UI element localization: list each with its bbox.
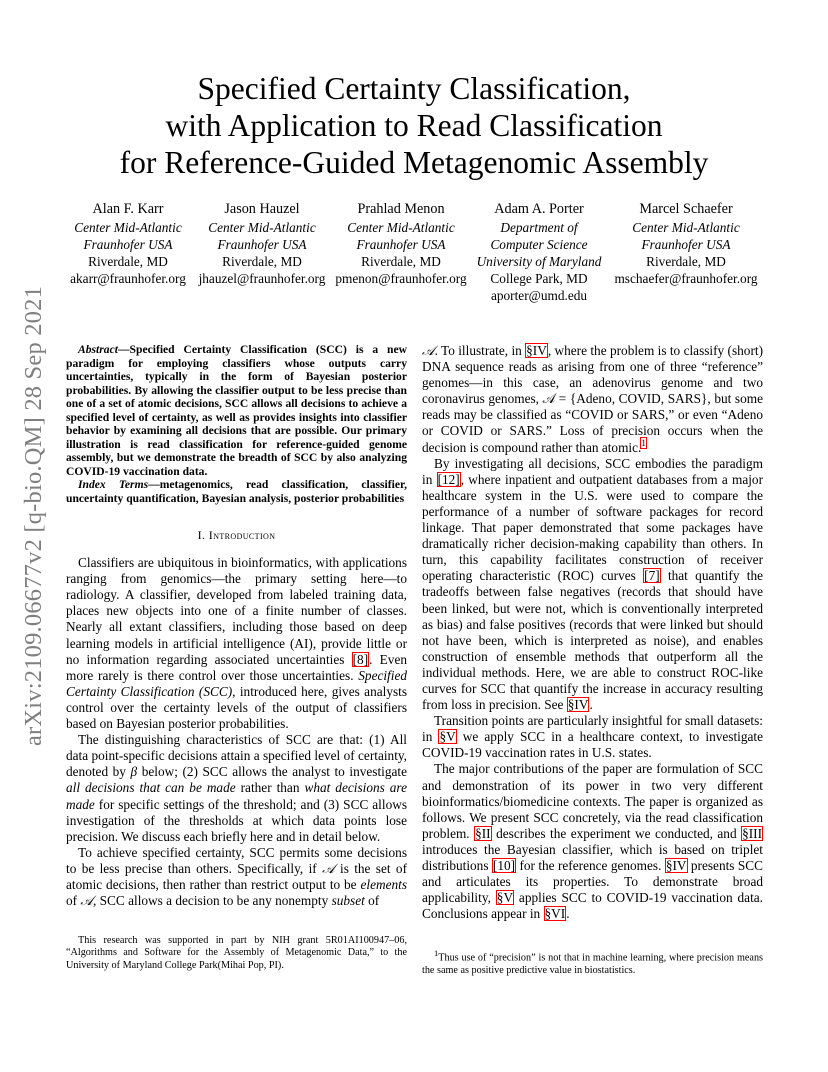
author-dept: Center Mid-Atlantic [74, 219, 182, 235]
text-run: By investigating all decisions, SCC embodies the paradigm in [422, 455, 763, 487]
author-city: College Park, MD [490, 270, 588, 286]
section-link[interactable]: §IV [665, 858, 687, 873]
math-beta: β [130, 764, 138, 780]
text-run: , but some reads may be classified as “COVID or SARS,” or even “Adeno or COVID or SARS.” Loss of precision occurs when the decision is compound rather than atomic. [422, 391, 763, 455]
citation-link[interactable]: [12] [437, 471, 460, 487]
text-run: . Even more rarely is there control over those uncertainties. [66, 651, 407, 683]
title-line-1: Specified Certainty Classification, [197, 71, 631, 106]
text-run: of [66, 893, 81, 909]
intro-paragraph-2 [66, 732, 407, 845]
author-name: Jason Hauzel [224, 201, 300, 217]
text-run: we apply SCC in a healthcare context, to investigate COVID-19 vaccination rates in U.S. states. [422, 729, 763, 761]
index-terms [66, 478, 407, 505]
text-run: that quantify the tradeoffs between false negatives (records that should have been linked, but were not, which is conventionally interpreted as bias) and false positives (records that were linked but should not have been, which is interpreted as noise), and enables construction of ensemble methods that outperform all the individual methods. Here, we are able to construct ROC-like curves for SCC that quantify the increase in accuracy resulting from loss in precision. See [422, 568, 764, 713]
text-run: for the reference genomes. [516, 858, 665, 873]
abstract-text: —Specified Certainty Classification (SCC) is a new paradigm for employing classifiers whose outputs carry uncertainties, typically in the form of Bayesian posterior probabilities. By allowing the classifier output to be less precise than one of a set of atomic decisions, SCC allows all decisions to achieve a specified level of certainty, as well as provides insights into classifier behavior by examining all decisions that are possible. Our primary illustration is read classification for reference-guided genome assembly, but we demonstrate the breadth of SCC by also analyzing COVID-19 vaccination data. [66, 343, 407, 478]
text-run-italic: all decisions that can be made [66, 780, 236, 796]
text-run: introduces the Bayesian classifier, which is based on triplet distributions [422, 841, 763, 873]
text-run: describes the experiment we conducted, and [491, 825, 742, 841]
left-column [66, 343, 407, 909]
text-run: , where inpatient and outpatient databases from a major healthcare system in the U.S. were used to compare the performance of a number of software packages for record linkage. That paper demonstrated that some packages have dramatically richer decision-making capability than others. In turn, this capability facilitates construction of receiver operating characteristic (ROC) curves [422, 471, 763, 584]
author-dept: Center Mid-Atlantic [347, 219, 455, 235]
text-run: . To illustrate, in [434, 343, 526, 358]
math-set-definition: 𝒜 = {Adeno, COVID, SARS} [542, 391, 708, 407]
author-schaefer [610, 201, 762, 287]
author-porter [472, 201, 606, 304]
author-menon [332, 201, 470, 287]
author-org: Fraunhofer USA [217, 236, 307, 252]
footnote-text: Thus use of “precision” is not that in machine learning, where precision means the same as positive predictive value in biostatistics. [422, 952, 763, 976]
section-link[interactable]: §V [496, 890, 514, 906]
author-name: Adam A. Porter [494, 201, 584, 217]
author-dept: Center Mid-Atlantic [632, 219, 740, 235]
author-dept: Center Mid-Atlantic [208, 219, 316, 235]
text-run-italic: elements [360, 876, 407, 892]
funding-footnote: This research was supported in part by NIH grant 5R01AI100947–06, “Algorithms and Software for the Assembly of Metagenomic Data,” to the University of Maryland College Park(Mihai Pop, PI). [66, 935, 407, 971]
text-run: presents SCC and articulates its properties. To demonstrate broad applicability, [422, 858, 763, 906]
author-email: aporter@umd.edu [490, 287, 588, 303]
text-run: . [589, 697, 593, 713]
text-run: The major contributions of the paper are formulation of SCC and demonstration of its power in two very different bioinformatics/biomedicine contexts. The paper is organized as follows. We present SCC concretely, via the read classification problem. [422, 761, 763, 841]
section-link[interactable]: §IV [567, 697, 589, 713]
author-name: Marcel Schaefer [639, 201, 733, 217]
section-link[interactable]: §V [439, 729, 456, 745]
author-org: Fraunhofer USA [83, 236, 173, 252]
text-run: , introduced here, gives analysts control over the certainty levels of the output of classifiers based on Bayesian posterior probabilities. [66, 683, 408, 732]
footnote-mark: 1 [434, 948, 439, 958]
author-name: Alan F. Karr [92, 201, 164, 217]
author-karr [62, 201, 194, 287]
body-paragraph-2 [422, 456, 763, 714]
arxiv-identifier: arXiv:2109.06677v2 [q-bio.QM] 28 Sep 2021 [20, 285, 47, 747]
body-paragraph-1 [422, 343, 763, 456]
text-run: , SCC allows a decision to be any nonempty [93, 893, 332, 909]
text-run-italic: what decisions are made [66, 780, 407, 812]
author-email: akarr@fraunhofer.org [70, 270, 186, 286]
text-run: is the set of atomic decisions, then rather than restrict output to be [66, 860, 407, 892]
author-university: University of Maryland [476, 253, 602, 269]
text-run: of [364, 893, 380, 909]
math-set-a: 𝒜 [422, 343, 435, 358]
author-email: mschaefer@fraunhofer.org [614, 270, 758, 286]
author-org: Fraunhofer USA [641, 236, 731, 252]
author-block [66, 201, 766, 311]
text-run: Transition points are particularly insightful for small datasets: in [422, 713, 763, 745]
index-terms-label: Index Terms [78, 478, 149, 491]
text-run-italic: Specified Certainty Classification (SCC) [66, 667, 407, 699]
author-city: Riverdale, MD [222, 253, 302, 269]
citation-link[interactable]: [7] [644, 568, 660, 584]
section-heading-introduction: I. Introduction [197, 528, 276, 542]
body-paragraph-4 [422, 761, 763, 922]
section-link[interactable]: §IV [526, 343, 547, 358]
body-paragraph-3 [422, 713, 763, 761]
text-run: for specific settings of the threshold; and (3) SCC allows investigation of the thresholds at which data points lose precision. We discuss each briefly here and in detail below. [66, 796, 407, 844]
author-hauzel [194, 201, 330, 287]
text-run: To achieve specified certainty, SCC permits some decisions to be less precise than others. Specifically, if [66, 844, 407, 876]
precision-footnote [422, 947, 763, 977]
author-org: Fraunhofer USA [356, 236, 446, 252]
text-run: The distinguishing characteristics of SCC are that: (1) All data point-specific decisions attain a specified level of certainty, denoted by [66, 732, 407, 780]
intro-paragraph-1 [66, 555, 407, 732]
math-set-a: 𝒜 [322, 860, 335, 876]
citation-link[interactable]: [8] [352, 651, 369, 667]
intro-paragraph-3 [66, 845, 407, 909]
text-run: , where the problem is to classify (short) DNA sequence reads as arising from one of three “reference” genomes—in this case, an adenovirus genome and two coronavirus genomes, [422, 343, 763, 407]
abstract [66, 343, 407, 478]
author-email: pmenon@fraunhofer.org [335, 270, 467, 286]
section-link[interactable]: §II [475, 825, 491, 841]
text-run: Classifiers are ubiquitous in bioinformatics, with applications ranging from genomics—the primary setting here—to radiology. A classifier, developed from labeled training data, places new objects into one of a finite number of classes. Nearly all extant classifiers, including those based on deep learning models in artificial intelligence (AI), provide little or no information regarding associated uncertainties [66, 555, 407, 667]
title-line-2: with Application to Read Classification [165, 108, 663, 143]
title-line-3: for Reference-Guided Metagenomic Assembly [119, 145, 709, 180]
section-link[interactable]: §III [742, 825, 763, 841]
author-city: Riverdale, MD [361, 253, 441, 269]
text-run: . [566, 906, 570, 922]
index-terms-text: —metagenomics, read classification, classifier, uncertainty quantification, Bayesian analysis, posterior probabilities [66, 478, 407, 505]
author-org: Computer Science [490, 236, 588, 252]
math-set-a: 𝒜 [80, 893, 93, 909]
arxiv-sidebar-stamp [14, 256, 54, 776]
text-run: rather than [235, 780, 305, 796]
author-city: Riverdale, MD [646, 253, 726, 269]
footnote-link[interactable]: 1 [641, 438, 646, 449]
right-column [422, 343, 763, 922]
text-run: applies SCC to COVID-19 vaccination data. Conclusions appear in [422, 890, 763, 922]
author-city: Riverdale, MD [88, 253, 168, 269]
citation-link[interactable]: [10] [492, 858, 516, 873]
text-run-italic: subset [331, 893, 365, 909]
abstract-label: Abstract [78, 343, 118, 356]
paper-title [60, 70, 768, 181]
text-run: below; (2) SCC allows the analyst to investigate [137, 764, 407, 780]
author-email: jhauzel@fraunhofer.org [198, 270, 326, 286]
author-dept: Department of [500, 219, 578, 235]
author-name: Prahlad Menon [357, 201, 445, 217]
section-link[interactable]: §VI [544, 906, 566, 922]
